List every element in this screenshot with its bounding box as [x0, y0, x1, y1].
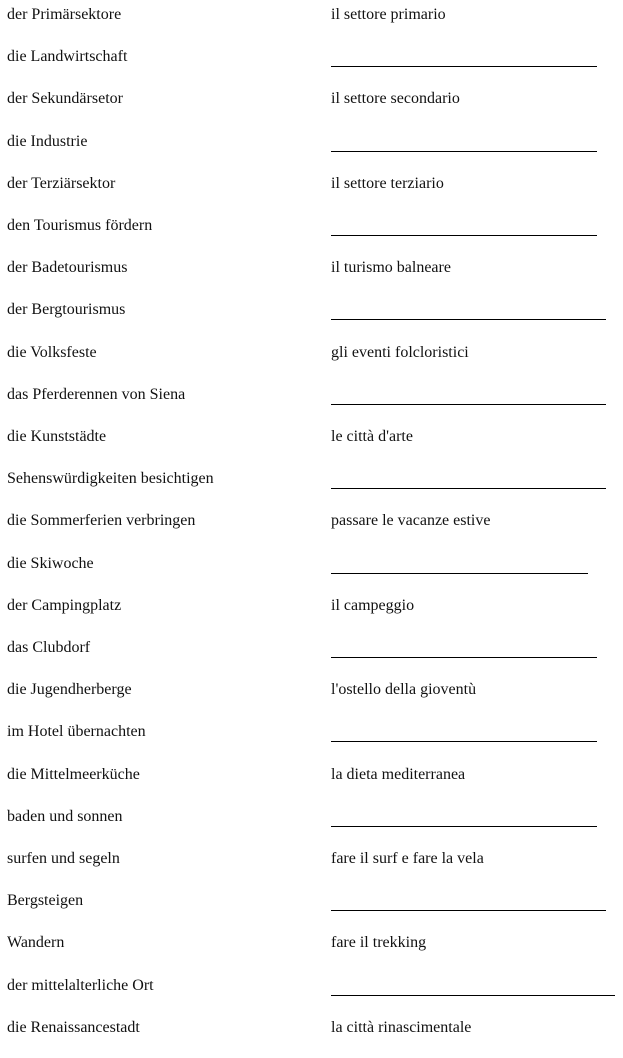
vocabulary-row: [0, 3, 623, 45]
vocabulary-row: [0, 763, 623, 805]
german-term: das Pferderennen von Siena: [7, 385, 186, 403]
vocabulary-row: [0, 341, 623, 383]
german-term: die Industrie: [7, 132, 88, 150]
german-term: der Terziärsektor: [7, 174, 116, 192]
german-term: Bergsteigen: [7, 892, 84, 910]
vocabulary-row: [0, 805, 623, 847]
german-term: das Clubdorf: [7, 639, 91, 656]
german-term: Sehenswürdigkeiten besichtigen: [7, 470, 214, 488]
vocabulary-row: [0, 931, 623, 973]
italian-translation: passare le vacanze estive: [331, 512, 491, 530]
vocabulary-row: [0, 130, 623, 172]
italian-translation: il settore primario: [331, 6, 446, 23]
answer-blank-line[interactable]: [331, 657, 597, 658]
vocabulary-row: [0, 720, 623, 762]
italian-translation: le città d'arte: [331, 428, 413, 445]
german-term: die Renaissancestadt: [7, 1018, 140, 1036]
vocabulary-row: [0, 678, 623, 720]
vocabulary-row: [0, 425, 623, 467]
german-term: die Landwirtschaft: [7, 48, 128, 66]
german-term: die Volksfeste: [7, 343, 97, 361]
vocabulary-row: [0, 974, 623, 1016]
german-term: die Sommerferien verbringen: [7, 512, 196, 530]
italian-translation: il settore terziario: [331, 174, 444, 192]
answer-blank-line[interactable]: [331, 235, 597, 236]
italian-translation: l'ostello della gioventù: [331, 681, 477, 699]
italian-translation: fare il surf e fare la vela: [331, 850, 484, 867]
vocabulary-row: [0, 214, 623, 256]
vocabulary-row: [0, 594, 623, 636]
answer-blank-line[interactable]: [331, 319, 606, 320]
answer-blank-line[interactable]: [331, 151, 597, 152]
vocabulary-row: [0, 45, 623, 87]
vocabulary-row: [0, 1016, 623, 1058]
vocabulary-row: [0, 298, 623, 340]
answer-blank-line[interactable]: [331, 910, 606, 911]
german-term: im Hotel übernachten: [7, 723, 146, 741]
italian-translation: gli eventi folcloristici: [331, 343, 469, 361]
vocabulary-row: [0, 509, 623, 551]
vocabulary-row: [0, 256, 623, 298]
italian-translation: il campeggio: [331, 596, 415, 614]
vocabulary-row: [0, 847, 623, 889]
vocabulary-row: [0, 889, 623, 931]
vocabulary-row: [0, 552, 623, 594]
answer-blank-line[interactable]: [331, 573, 588, 574]
italian-translation: la dieta mediterranea: [331, 765, 466, 783]
german-term: Wandern: [7, 934, 65, 952]
answer-blank-line[interactable]: [331, 995, 615, 996]
answer-blank-line[interactable]: [331, 404, 606, 405]
italian-translation: fare il trekking: [331, 934, 427, 952]
german-term: der Primärsektore: [7, 6, 122, 23]
vocabulary-row: [0, 172, 623, 214]
italian-translation: la città rinascimentale: [331, 1018, 472, 1036]
italian-translation: il turismo balneare: [331, 259, 451, 277]
vocabulary-row: [0, 467, 623, 509]
italian-translation: il settore secondario: [331, 90, 460, 108]
answer-blank-line[interactable]: [331, 826, 597, 827]
vocabulary-row: [0, 383, 623, 425]
answer-blank-line[interactable]: [331, 741, 597, 742]
german-term: der Bergtourismus: [7, 301, 126, 319]
german-term: den Tourismus fördern: [7, 217, 153, 234]
german-term: die Jugendherberge: [7, 681, 132, 699]
vocabulary-row: [0, 87, 623, 129]
german-term: surfen und segeln: [7, 850, 120, 867]
answer-blank-line[interactable]: [331, 66, 597, 67]
vocabulary-row: [0, 636, 623, 678]
answer-blank-line[interactable]: [331, 488, 606, 489]
german-term: baden und sonnen: [7, 807, 123, 825]
german-term: die Skiwoche: [7, 554, 94, 572]
german-term: der mittelalterliche Ort: [7, 976, 154, 994]
german-term: die Kunststädte: [7, 428, 107, 445]
german-term: die Mittelmeerküche: [7, 765, 140, 783]
german-term: der Badetourismus: [7, 259, 128, 277]
german-term: der Campingplatz: [7, 596, 122, 614]
german-term: der Sekundärsetor: [7, 90, 123, 108]
